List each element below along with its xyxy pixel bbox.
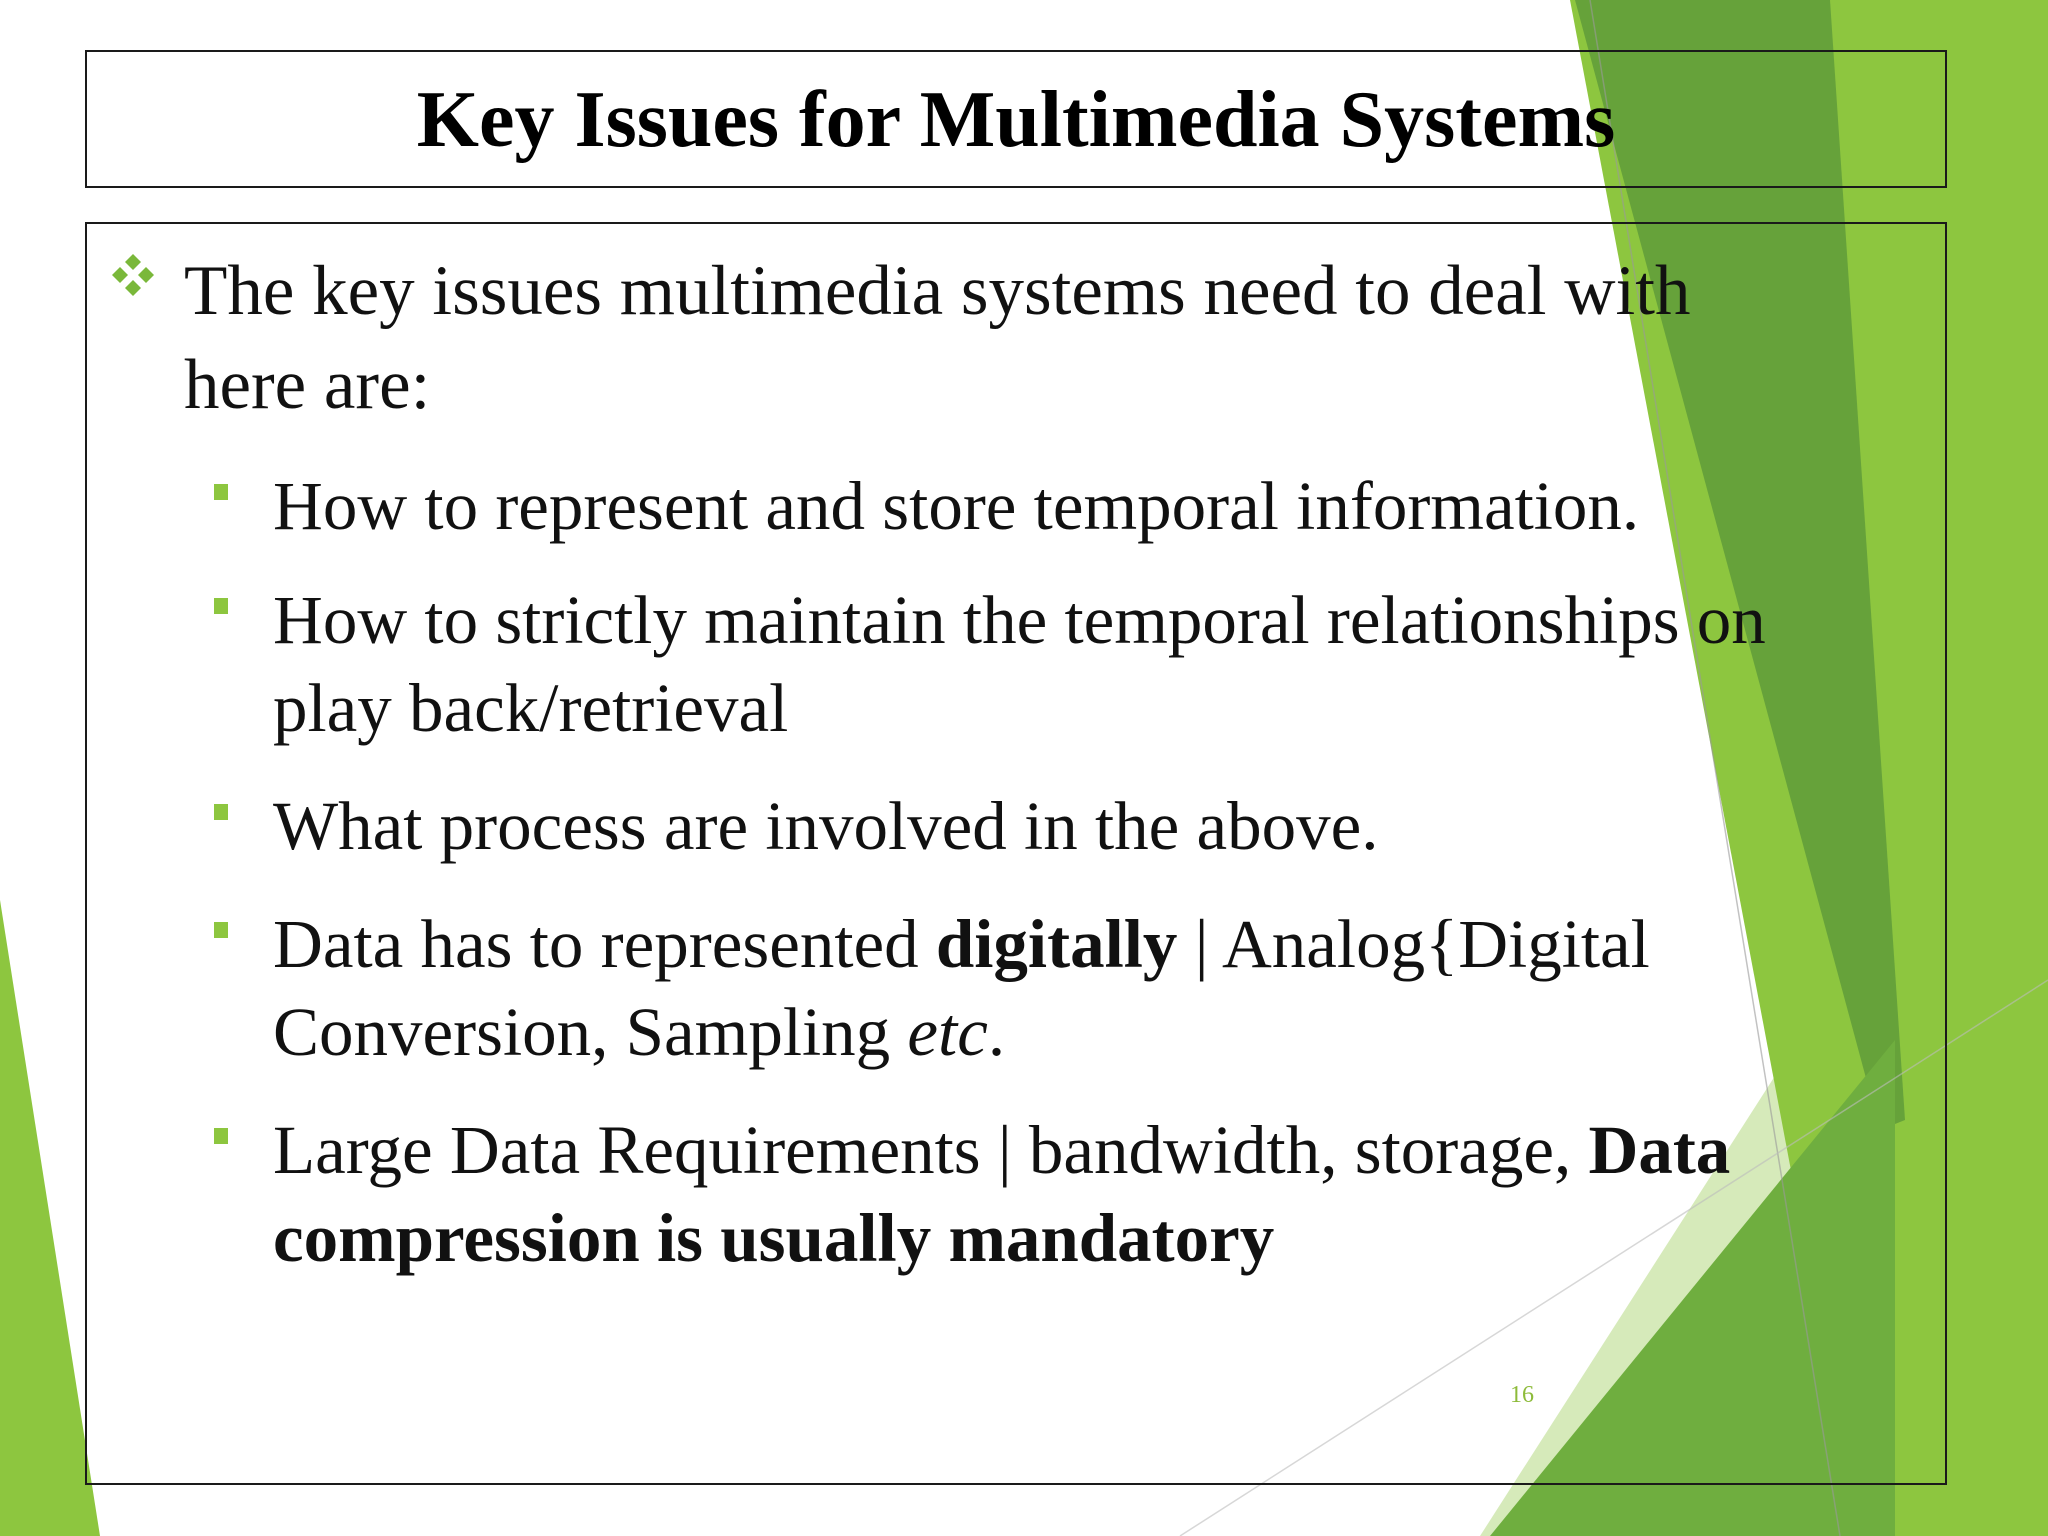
bullet-4-pre: Data has to represented (273, 906, 936, 982)
bullet-4-post: | Analog{Digital Conversion, Sampling (273, 906, 1650, 1070)
bullet-5-bold: Data compression is usually mandatory (273, 1112, 1731, 1276)
slide-title: Key Issues for Multimedia Systems (416, 76, 1616, 164)
intro-text: The key issues multimedia systems need to deal with here are: (184, 252, 1691, 424)
square-bullet-icon (214, 1128, 228, 1144)
square-bullet-icon (214, 484, 228, 500)
title-box (85, 50, 1947, 188)
bullet-3: What process are involved in the above. (273, 788, 1379, 864)
bullet-4 (273, 900, 1853, 1076)
square-bullet-icon (214, 804, 228, 820)
bullet-4-end: . (987, 994, 1006, 1070)
bullet-4-italic: etc (907, 994, 988, 1070)
page-number: 16 (1510, 1382, 1534, 1408)
bullet-5 (273, 1106, 1853, 1282)
four-diamond-icon (110, 252, 156, 298)
square-bullet-icon (214, 922, 228, 938)
bullet-2: How to strictly maintain the temporal relationships on play back/retrieval (273, 582, 1766, 746)
bullet-4-bold: digitally (935, 906, 1178, 982)
bullet-1: How to represent and store temporal information. (273, 468, 1640, 544)
square-bullet-icon (214, 598, 228, 614)
bullet-5-pre: Large Data Requirements | bandwidth, storage, (273, 1112, 1589, 1188)
